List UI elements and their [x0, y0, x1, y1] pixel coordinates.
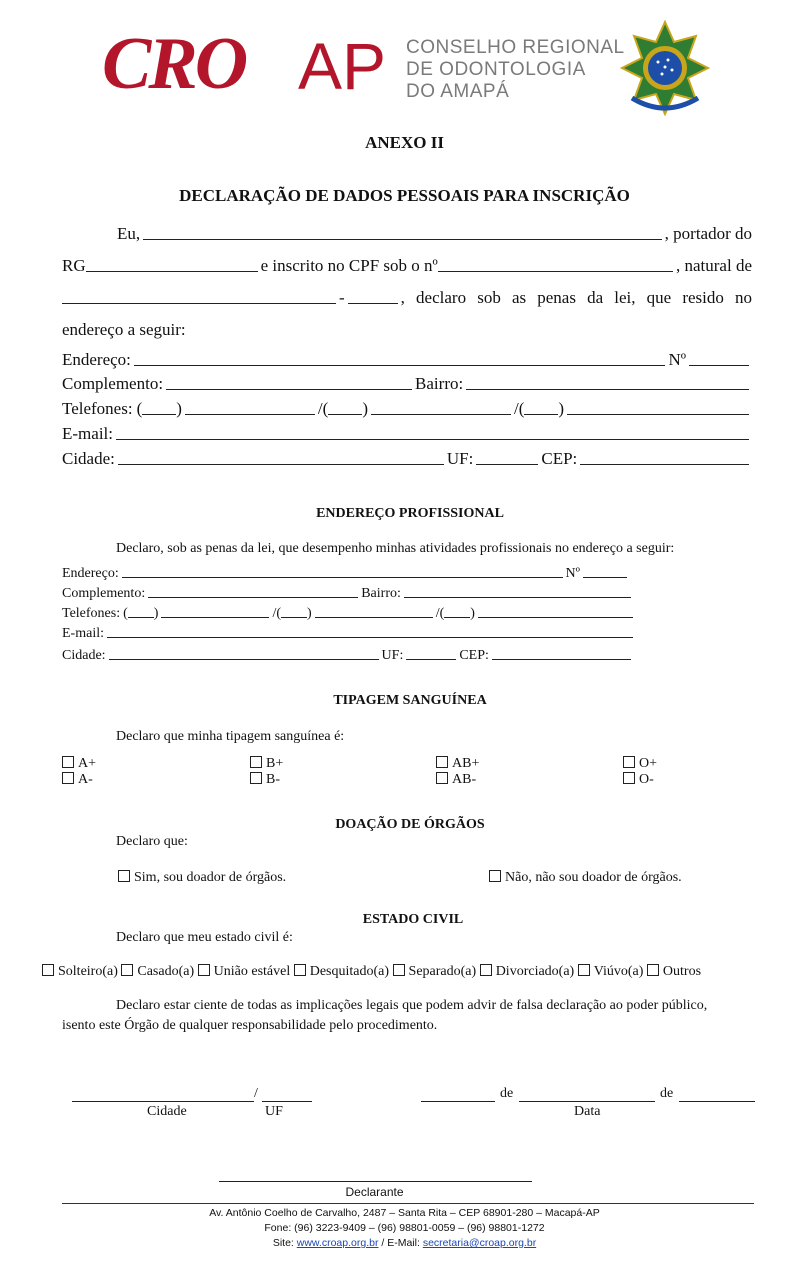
civil-option-label: Desquitado(a)	[309, 964, 390, 979]
footer-address: Av. Antônio Coelho de Carvalho, 2487 – Santa Rita – CEP 68901-280 – Macapá-AP	[209, 1207, 600, 1219]
footer-contact	[0, 1237, 809, 1249]
phone-sep: /	[272, 606, 277, 621]
checkbox-icon[interactable]	[578, 964, 590, 976]
prof-email-field[interactable]	[107, 637, 633, 638]
paren-open: (	[322, 399, 329, 418]
phone-2-ddd-field[interactable]	[328, 414, 362, 415]
sign-month-field[interactable]	[519, 1101, 655, 1102]
email-row	[62, 424, 752, 444]
declarant-label: Declarante	[345, 1185, 404, 1199]
blood-option-label: AB-	[452, 772, 477, 787]
rg-field[interactable]	[86, 271, 258, 272]
sign-year-field[interactable]	[679, 1101, 755, 1102]
blood-option-o-neg[interactable]	[623, 772, 654, 788]
prof-phones-row	[62, 606, 636, 622]
prof-email-label: E-mail:	[62, 626, 104, 641]
blood-option-a-pos[interactable]	[62, 756, 96, 772]
city-field[interactable]	[118, 464, 444, 465]
civil-statement: Declaro que meu estado civil é:	[116, 930, 293, 945]
checkbox-icon[interactable]	[436, 756, 448, 768]
phone-sep: /	[317, 399, 323, 418]
paren-open: (	[276, 606, 282, 621]
blood-option-ab-pos[interactable]	[436, 756, 479, 772]
sign-city-label: Cidade	[147, 1104, 187, 1119]
prof-address-label: Endereço:	[62, 566, 119, 581]
footer-divider	[62, 1203, 754, 1204]
number-label: Nº	[668, 350, 686, 369]
footer-email-label: / E-Mail:	[381, 1237, 420, 1249]
final-statement-line-2: isento este Órgão de qualquer responsabilidade pelo procedimento.	[62, 1018, 438, 1033]
footer-site-link[interactable]: www.croap.org.br	[296, 1237, 379, 1249]
organ-donor-yes-option[interactable]	[118, 870, 286, 886]
phone-1-field[interactable]	[185, 414, 315, 415]
paren-open: (	[518, 399, 525, 418]
paren-close: )	[362, 399, 368, 418]
checkbox-icon[interactable]	[623, 772, 635, 784]
prof-phone-3-ddd-field[interactable]	[444, 617, 470, 618]
paren-close: )	[470, 606, 475, 621]
sign-de-1: de	[500, 1086, 514, 1101]
email-field[interactable]	[116, 439, 749, 440]
checkbox-icon[interactable]	[436, 772, 448, 784]
prof-address-row	[62, 566, 630, 582]
blood-title: TIPAGEM SANGUÍNEA	[333, 693, 487, 708]
organ-yes-label: Sim, sou doador de órgãos.	[134, 870, 287, 885]
prof-email-row	[62, 626, 636, 642]
civil-option-solteiro[interactable]	[42, 964, 118, 979]
paren-close: )	[153, 606, 159, 621]
checkbox-icon[interactable]	[62, 772, 74, 784]
final-statement-line-1: Declaro estar ciente de todas as implicações legais que podem advir de falsa declaração ao poder público,	[116, 998, 708, 1013]
civil-option-desquitado[interactable]	[294, 964, 389, 979]
declarant-signature-field[interactable]	[219, 1181, 532, 1182]
org-name-line-1: CONSELHO REGIONAL	[406, 37, 625, 58]
organs-title: DOAÇÃO DE ÓRGÃOS	[335, 817, 485, 832]
intro-portador: , portador do	[664, 224, 752, 243]
checkbox-icon[interactable]	[489, 870, 501, 882]
prof-number-field[interactable]	[583, 577, 627, 578]
prof-phone-2-field[interactable]	[315, 617, 433, 618]
birthplace-city-field[interactable]	[62, 303, 336, 304]
prof-city-field[interactable]	[109, 659, 379, 660]
cro-logo-ap: AP	[298, 29, 387, 103]
address-label: Endereço:	[62, 350, 131, 369]
checkbox-icon[interactable]	[118, 870, 130, 882]
checkbox-icon[interactable]	[121, 964, 133, 976]
blood-option-label: B+	[266, 756, 284, 771]
phone-sep: /	[513, 399, 519, 418]
neighborhood-label: Bairro:	[415, 374, 464, 393]
cro-logo: CRO	[102, 23, 246, 105]
prof-cep-field[interactable]	[492, 659, 631, 660]
email-label: E-mail:	[62, 424, 113, 443]
phone-2-field[interactable]	[371, 414, 511, 415]
prof-neighborhood-field[interactable]	[404, 597, 631, 598]
sign-de-2: de	[660, 1086, 674, 1101]
blood-option-ab-neg[interactable]	[436, 772, 476, 788]
blood-option-label: AB+	[452, 756, 480, 771]
prof-phone-2-ddd-field[interactable]	[281, 617, 307, 618]
prof-uf-label: UF:	[381, 648, 404, 663]
blood-statement: Declaro que minha tipagem sanguínea é:	[116, 729, 345, 744]
address-row	[62, 350, 752, 370]
intro-endereco-seguir: endereço a seguir:	[62, 320, 186, 339]
blood-option-label: O+	[639, 756, 658, 771]
checkbox-icon[interactable]	[480, 964, 492, 976]
sign-city-field[interactable]	[72, 1101, 254, 1102]
birthplace-uf-field[interactable]	[348, 303, 398, 304]
paren-close: )	[558, 399, 565, 418]
cep-label: CEP:	[541, 449, 578, 468]
address-field[interactable]	[134, 365, 666, 366]
paren-close: )	[176, 399, 182, 418]
civil-option-label: Casado(a)	[137, 964, 195, 979]
professional-title: ENDEREÇO PROFISSIONAL	[316, 506, 504, 521]
prof-city-row	[62, 648, 634, 664]
prof-uf-field[interactable]	[406, 659, 456, 660]
civil-option-label: Divorciado(a)	[495, 964, 575, 979]
prof-neighborhood-label: Bairro:	[361, 586, 401, 601]
civil-option-label: Separado(a)	[408, 964, 477, 979]
uf-label: UF:	[446, 449, 474, 468]
prof-complement-field[interactable]	[148, 597, 358, 598]
intro-line-3	[62, 288, 752, 308]
checkbox-icon[interactable]	[250, 772, 262, 784]
blood-option-label: A+	[78, 756, 97, 771]
prof-address-field[interactable]	[122, 577, 563, 578]
paren-open: (	[439, 606, 445, 621]
blood-option-label: A-	[78, 772, 93, 787]
footer-email-link[interactable]: secretaria@croap.org.br	[422, 1237, 537, 1249]
checkbox-icon[interactable]	[42, 964, 54, 976]
prof-phone-1-field[interactable]	[161, 617, 269, 618]
checkbox-icon[interactable]	[623, 756, 635, 768]
civil-option-casado[interactable]	[121, 964, 194, 979]
phones-label: Telefones:	[62, 399, 133, 418]
intro-declaro: , declaro sob as penas da lei, que resido no	[400, 288, 752, 307]
footer-phones: Fone: (96) 3223-9409 – (96) 98801-0059 – (96) 98801-1272	[264, 1222, 545, 1234]
organs-statement: Declaro que:	[116, 834, 188, 849]
document-title: DECLARAÇÃO DE DADOS PESSOAIS PARA INSCRIÇÃO	[179, 186, 630, 205]
sign-date-label: Data	[574, 1104, 601, 1119]
prof-cep-label: CEP:	[459, 648, 489, 663]
prof-phone-1-ddd-field[interactable]	[128, 617, 154, 618]
organ-no-label: Não, não sou doador de órgãos.	[505, 870, 682, 885]
checkbox-icon[interactable]	[393, 964, 405, 976]
uf-field[interactable]	[476, 464, 538, 465]
complement-label: Complemento:	[62, 374, 164, 393]
checkbox-icon[interactable]	[62, 756, 74, 768]
civil-options	[42, 964, 701, 980]
intro-rg: RG	[62, 256, 86, 275]
sign-slash: /	[254, 1086, 258, 1101]
sign-day-field[interactable]	[421, 1101, 495, 1102]
blood-option-o-pos[interactable]	[623, 756, 657, 772]
sign-uf-field[interactable]	[262, 1101, 312, 1102]
civil-option-viuvo[interactable]	[578, 964, 644, 979]
civil-option-label: Viúvo(a)	[593, 964, 644, 979]
city-row	[62, 449, 752, 469]
civil-option-label: União estável	[213, 964, 291, 979]
intro-line-1	[62, 224, 752, 244]
prof-number-label: Nº	[565, 566, 580, 581]
civil-title: ESTADO CIVIL	[362, 912, 464, 927]
paren-open: (	[136, 399, 143, 418]
civil-option-separado[interactable]	[393, 964, 477, 979]
complement-row	[62, 374, 752, 394]
org-name-line-2: DE ODONTOLOGIA	[406, 59, 586, 80]
city-label: Cidade:	[62, 449, 115, 468]
blood-option-b-pos[interactable]	[250, 756, 283, 772]
prof-city-label: Cidade:	[62, 648, 106, 663]
blood-option-b-neg[interactable]	[250, 772, 280, 788]
phones-row	[62, 399, 752, 419]
complement-field[interactable]	[166, 389, 412, 390]
civil-option-label: Solteiro(a)	[58, 964, 118, 979]
checkbox-icon[interactable]	[294, 964, 306, 976]
phone-3-field[interactable]	[567, 414, 749, 415]
checkbox-icon[interactable]	[250, 756, 262, 768]
prof-phones-label: Telefones:	[62, 606, 121, 621]
brazil-coat-of-arms-icon	[618, 20, 712, 116]
footer-site-label: Site:	[272, 1237, 294, 1249]
org-name-line-3: DO AMAPÁ	[406, 81, 510, 102]
blood-option-label: O-	[639, 772, 654, 787]
civil-option-uniao-estavel[interactable]	[198, 964, 291, 979]
paren-open: (	[123, 606, 128, 621]
number-field[interactable]	[689, 365, 749, 366]
annex-title: ANEXO II	[365, 133, 444, 152]
prof-complement-row	[62, 586, 634, 602]
professional-statement: Declaro, sob as penas da lei, que desempenho minhas atividades profissionais no endereço a seguir:	[116, 541, 675, 556]
phone-sep: /	[435, 606, 440, 621]
civil-option-divorciado[interactable]	[480, 964, 575, 979]
intro-eu: Eu,	[117, 224, 141, 243]
intro-natural: , natural de	[676, 256, 752, 275]
blood-option-label: B-	[266, 772, 280, 787]
phone-1-ddd-field[interactable]	[142, 414, 176, 415]
intro-line-2	[62, 256, 752, 276]
name-field[interactable]	[143, 239, 662, 240]
organ-donor-no-option[interactable]	[489, 870, 682, 886]
intro-cpf: e inscrito no CPF sob o nº	[260, 256, 438, 275]
neighborhood-field[interactable]	[466, 389, 749, 390]
intro-dash: -	[339, 288, 345, 307]
blood-option-a-neg[interactable]	[62, 772, 93, 788]
phone-3-ddd-field[interactable]	[524, 414, 558, 415]
civil-option-outros[interactable]	[647, 964, 701, 979]
checkbox-icon[interactable]	[647, 964, 659, 976]
prof-complement-label: Complemento:	[62, 586, 146, 601]
paren-close: )	[307, 606, 312, 621]
prof-phone-3-field[interactable]	[478, 617, 633, 618]
civil-option-label: Outros	[662, 964, 702, 979]
cpf-field[interactable]	[438, 271, 673, 272]
checkbox-icon[interactable]	[198, 964, 210, 976]
sign-uf-label: UF	[265, 1104, 283, 1119]
cep-field[interactable]	[580, 464, 749, 465]
